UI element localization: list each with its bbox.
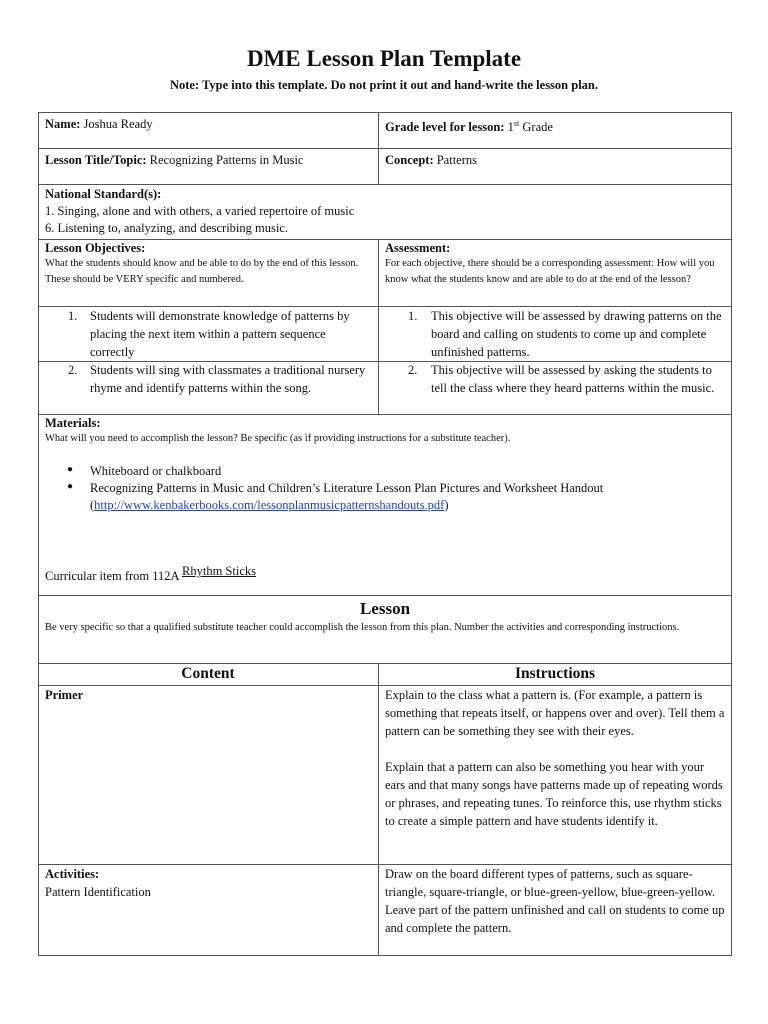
primer-content-cell: [38, 685, 378, 707]
instruction-paragraph: Draw on the board different types of patterns, such as square-triangle, square-triangle, or blue-green-yellow, blue-green-yellow. Leave part of the pattern unfinished and call on students to come up and complete the pattern.: [385, 867, 725, 935]
lesson-desc: Be very specific so that a qualified substitute teacher could accomplish the lesson from this plan. Number the activities and corresponding instructions.: [45, 622, 680, 633]
material-item: Recognizing Patterns in Music and Children’s Literature Lesson Plan Pictures and Worksheet Handout: [90, 481, 604, 495]
assessment-desc: For each objective, there should be a corresponding assessment: How will you know what the students know and are able to do at the end of the lesson?: [385, 258, 715, 285]
objective-text: Students will demonstrate knowledge of patterns by placing the next item within a pattern sequence correctly: [90, 309, 350, 359]
instruction-paragraph: Explain that a pattern can also be something you hear with your ears and that many songs have patterns made up of repeating words or phrases, and repeating tunes. To reinforce this, use rhythm sticks to create a simple pattern and have students identify it.: [385, 760, 723, 828]
grade-cell: [378, 112, 732, 139]
name-value: Joshua Ready: [83, 117, 153, 131]
name-cell: [38, 112, 378, 136]
document-title: DME Lesson Plan Template: [246, 46, 522, 71]
standards-cell: [38, 184, 732, 240]
activities-label: Activities:: [45, 867, 100, 881]
objectives-label: Lesson Objectives:: [45, 241, 146, 255]
material-link-line: (http://www.kenbakerbooks.com/lessonplanmusicpatternshandouts.pdf): [90, 498, 449, 512]
content-column-header: Content: [181, 665, 235, 682]
grade-value-sup: st: [513, 119, 520, 128]
primer-label: Primer: [45, 688, 84, 702]
topic-label: Lesson Title/Topic:: [45, 153, 147, 167]
standards-label: National Standard(s):: [45, 187, 162, 201]
assessment-label: Assessment:: [385, 241, 451, 255]
assessment-number: 2.: [408, 363, 418, 377]
curricular-item: [45, 562, 685, 585]
lesson-section: [38, 595, 732, 639]
curricular-label: Curricular item from 112A: [45, 569, 183, 583]
concept-label: Concept:: [385, 153, 434, 167]
materials-cell: [38, 414, 732, 450]
concept-value: Patterns: [436, 153, 478, 167]
handout-link[interactable]: http://www.kenbakerbooks.com/lessonplanmusicpatternshandouts.pdf: [94, 498, 445, 512]
lesson-heading: Lesson: [359, 599, 411, 618]
concept-cell: [378, 148, 732, 172]
assessment-header-cell: [378, 239, 732, 291]
objective-number: 2.: [68, 363, 78, 377]
objective-text: Students will sing with classmates a traditional nursery rhyme and identify patterns within the song.: [90, 363, 366, 395]
name-label: Name:: [45, 117, 81, 131]
document-note: Note: Type into this template. Do not print it out and hand-write the lesson plan.: [169, 78, 599, 92]
materials-desc: What will you need to accomplish the lesson? Be specific (as if providing instructions for a substitute teacher).: [45, 433, 511, 444]
grade-value-num: 1: [507, 120, 514, 135]
bullet-icon: ●: [67, 481, 74, 492]
materials-label: Materials:: [45, 416, 101, 430]
activities-sub: Pattern Identification: [45, 885, 151, 899]
activities-content-cell: [38, 864, 378, 904]
grade-label: Grade level for lesson:: [385, 120, 505, 135]
topic-cell: [38, 148, 378, 172]
grade-value-text: Grade: [522, 120, 553, 135]
standard-item: 6. Listening to, analyzing, and describing music.: [45, 221, 289, 235]
objectives-desc: What the students should know and be able to do by the end of this lesson. These should be VERY specific and numbered.: [45, 258, 359, 285]
bullet-icon: ●: [67, 464, 74, 475]
objective-number: 1.: [68, 309, 78, 323]
assessment-text: This objective will be assessed by drawing patterns on the board and calling on students to come up and complete unfinished patterns.: [431, 309, 722, 359]
objectives-header-cell: [38, 239, 378, 291]
instructions-column-header: Instructions: [514, 665, 596, 682]
assessment-number: 1.: [408, 309, 418, 323]
assessment-text: This objective will be assessed by asking the students to tell the class where they heard patterns within the music.: [431, 363, 715, 395]
topic-value: Recognizing Patterns in Music: [149, 153, 304, 167]
primer-instructions-cell: [378, 685, 732, 833]
instruction-paragraph: Explain to the class what a pattern is. (For example, a pattern is something that repeats itself, or happens over and over). Tell them a pattern can be something they see with their eyes.: [385, 688, 725, 738]
material-item: Whiteboard or chalkboard: [90, 464, 222, 478]
activities-instructions-cell: [378, 864, 732, 940]
curricular-value: Rhythm Sticks: [182, 564, 256, 578]
standard-item: 1. Singing, alone and with others, a varied repertoire of music: [45, 204, 355, 218]
